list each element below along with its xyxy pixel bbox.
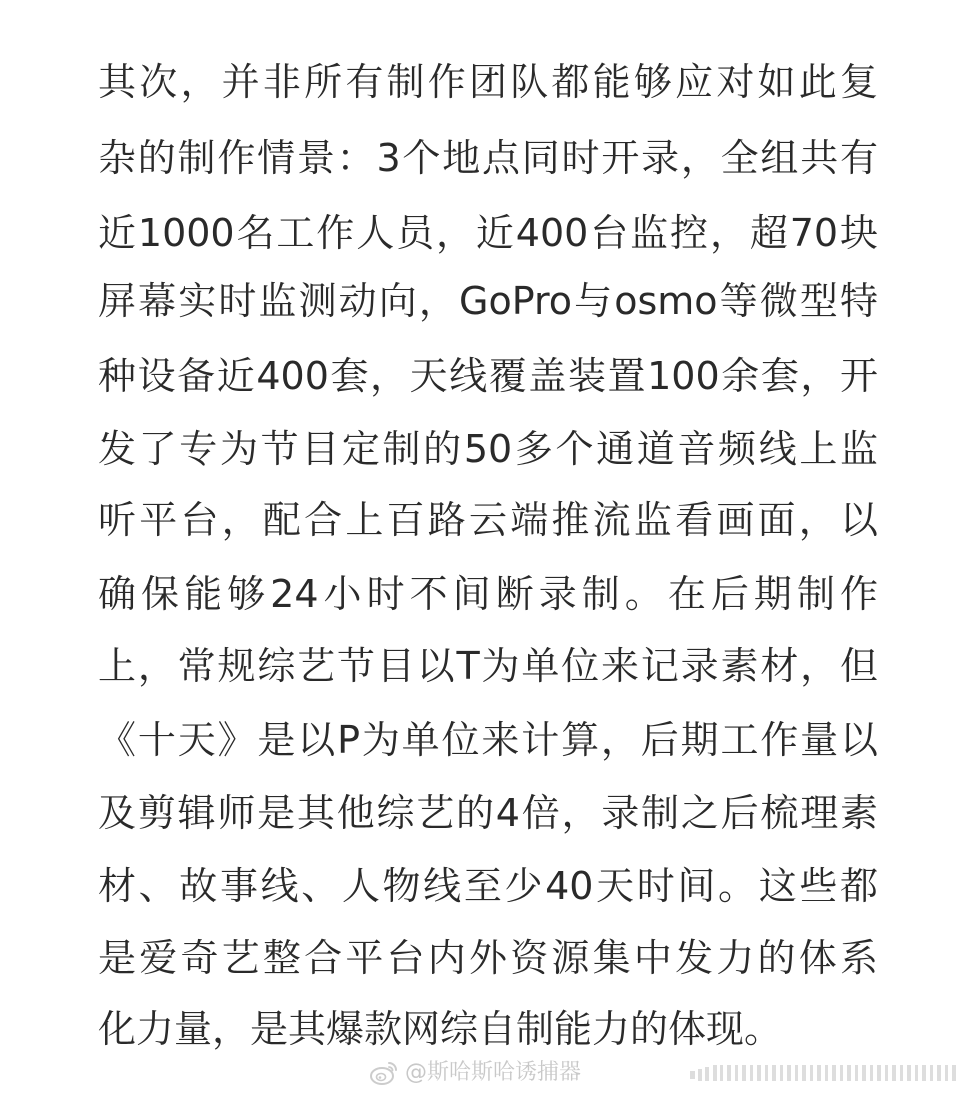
text-line: 其次，并非所有制作团队都能够应对如此复: [98, 60, 878, 104]
text-line: 发了专为节目定制的50多个通道音频线上监: [98, 427, 878, 471]
text-line: 杂的制作情景：3个地点同时开录，全组共有: [98, 136, 878, 180]
text-line: 听平台，配合上百路云端推流监看画面，以: [98, 498, 878, 542]
text-line: 材、故事线、人物线至少40天时间。这些都: [98, 864, 878, 908]
text-line: 是爱奇艺整合平台内外资源集中发力的体系: [98, 936, 878, 980]
text-line: 上，常规综艺节目以T为单位来记录素材，但: [98, 644, 878, 688]
watermark-text: @斯哈斯哈诱捕器: [405, 1060, 582, 1085]
text-line: 确保能够24小时不间断录制。在后期制作: [98, 572, 878, 616]
weibo-logo-icon: [369, 1058, 399, 1088]
watermark: [0, 1050, 970, 1096]
text-line: 化力量，是其爆款网综自制能力的体现。: [98, 1007, 783, 1051]
text-line: 及剪辑师是其他综艺的4倍，录制之后梳理素: [98, 791, 878, 835]
text-line: 《十天》是以P为单位来计算，后期工作量以: [98, 718, 878, 762]
text-line: 屏幕实时监测动向，GoPro与osmo等微型特: [98, 279, 878, 323]
text-line: 种设备近400套，天线覆盖装置100余套，开: [98, 354, 878, 398]
watermark-pattern: [690, 1065, 962, 1083]
text-line: 近1000名工作人员，近400台监控，超70块: [98, 211, 878, 255]
